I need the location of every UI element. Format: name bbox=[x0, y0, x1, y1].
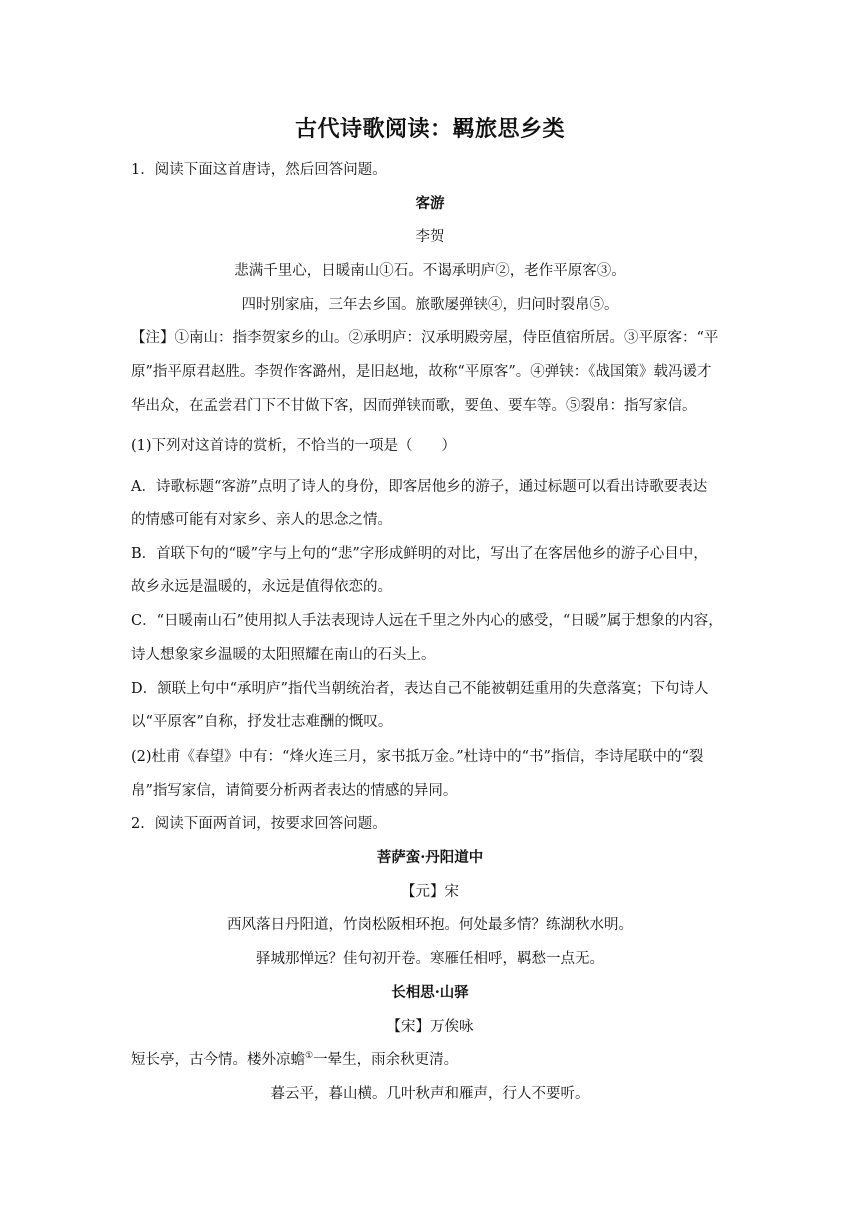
q2-poem1-line-1: 西风落日丹阳道，竹岗松阪相环抱。何处最多情？练湖秋水明。 bbox=[227, 917, 633, 933]
q2-intro: 2．阅读下面两首词，按要求回答问题。 bbox=[131, 816, 387, 832]
q2-poem2-author: 【宋】万俟咏 bbox=[386, 1019, 474, 1035]
q1-intro: 1．阅读下面这首唐诗，然后回答问题。 bbox=[131, 162, 387, 178]
q1-poem-line-1: 悲满千里心，日暖南山①石。不谒承明庐②，老作平原客③。 bbox=[234, 263, 626, 279]
option-b-line-1: B．首联下句的“暖”字与上句的“悲”字形成鲜明的对比，写出了在客居他乡的游子心目中， bbox=[131, 546, 708, 562]
q2-poem2-title: 长相思·山驿 bbox=[391, 984, 469, 1001]
q2-poem2-line-1-part-b: 一晕生，雨余秋更清。 bbox=[313, 1052, 459, 1068]
option-a-line-2: 的情感可能有对家乡、亲人的思念之情。 bbox=[131, 512, 392, 528]
q1-sub-question-2-line-2: 帛”指写家信，请简要分析两者表达的情感的异同。 bbox=[131, 783, 458, 799]
footnote-marker: ① bbox=[305, 1051, 314, 1062]
q1-sub-question-2-line-1: (2)杜甫《春望》中有：“烽火连三月，家书抵万金。”杜诗中的“书”指信，李诗尾联中的“裂 bbox=[131, 749, 704, 765]
q1-note-line-3: 华出众，在孟尝君门下不甘做下客，因而弹铗而歌，要鱼、要车等。⑤裂帛：指写家信。 bbox=[131, 398, 697, 414]
q2-poem2-line-1 bbox=[131, 1048, 458, 1069]
q2-poem2-line-1-part-a: 短长亭，古今情。楼外凉蟾 bbox=[131, 1052, 305, 1068]
q2-poem1-line-2: 驿城那惮远？佳句初开卷。寒雁任相呼，羁愁一点无。 bbox=[256, 951, 604, 967]
q2-poem1-author: 【元】宋 bbox=[401, 884, 459, 900]
q2-poem2-line-2: 暮云平，暮山横。几叶秋声和雁声，行人不要听。 bbox=[270, 1086, 590, 1102]
option-c-line-1: C．“日暖南山石”使用拟人手法表现诗人远在千里之外内心的感受，“日暖”属于想象的内容， bbox=[131, 613, 723, 629]
q2-poem1-title: 菩萨蛮·丹阳道中 bbox=[376, 849, 484, 866]
q1-poem-author: 李贺 bbox=[415, 229, 445, 245]
option-d-line-2: 以“平原客”自称，抒发壮志难酬的慨叹。 bbox=[131, 714, 393, 730]
q1-note-line-1: 【注】①南山：指李贺家乡的山。②承明庐：汉承明殿旁屋，侍臣值宿所居。③平原客：“平 bbox=[131, 330, 719, 346]
option-c-line-2: 诗人想象家乡温暖的太阳照耀在南山的石头上。 bbox=[131, 647, 436, 663]
q1-sub-question-1: (1)下列对这首诗的赏析，不恰当的一项是（ ） bbox=[131, 438, 457, 454]
page-title: 古代诗歌阅读：羁旅思乡类 bbox=[294, 117, 565, 142]
q1-poem-title: 客游 bbox=[415, 195, 445, 212]
option-d-line-1: D．颔联上句中“承明庐”指代当朝统治者，表达自己不能被朝廷重用的失意落寞；下句诗人 bbox=[131, 681, 709, 697]
option-b-line-2: 故乡永远是温暖的，永远是值得依恋的。 bbox=[131, 579, 392, 595]
q1-poem-line-2: 四时别家庙，三年去乡国。旅歌屡弹铗④，归问时裂帛⑤。 bbox=[241, 297, 619, 313]
option-a-line-1: A．诗歌标题“客游”点明了诗人的身份，即客居他乡的游子，通过标题可以看出诗歌要表达 bbox=[131, 479, 708, 495]
q1-note-line-2: 原”指平原君赵胜。李贺作客潞州，是旧赵地，故称“平原客”。④弹铗：《战国策》载冯谖才 bbox=[131, 364, 712, 380]
